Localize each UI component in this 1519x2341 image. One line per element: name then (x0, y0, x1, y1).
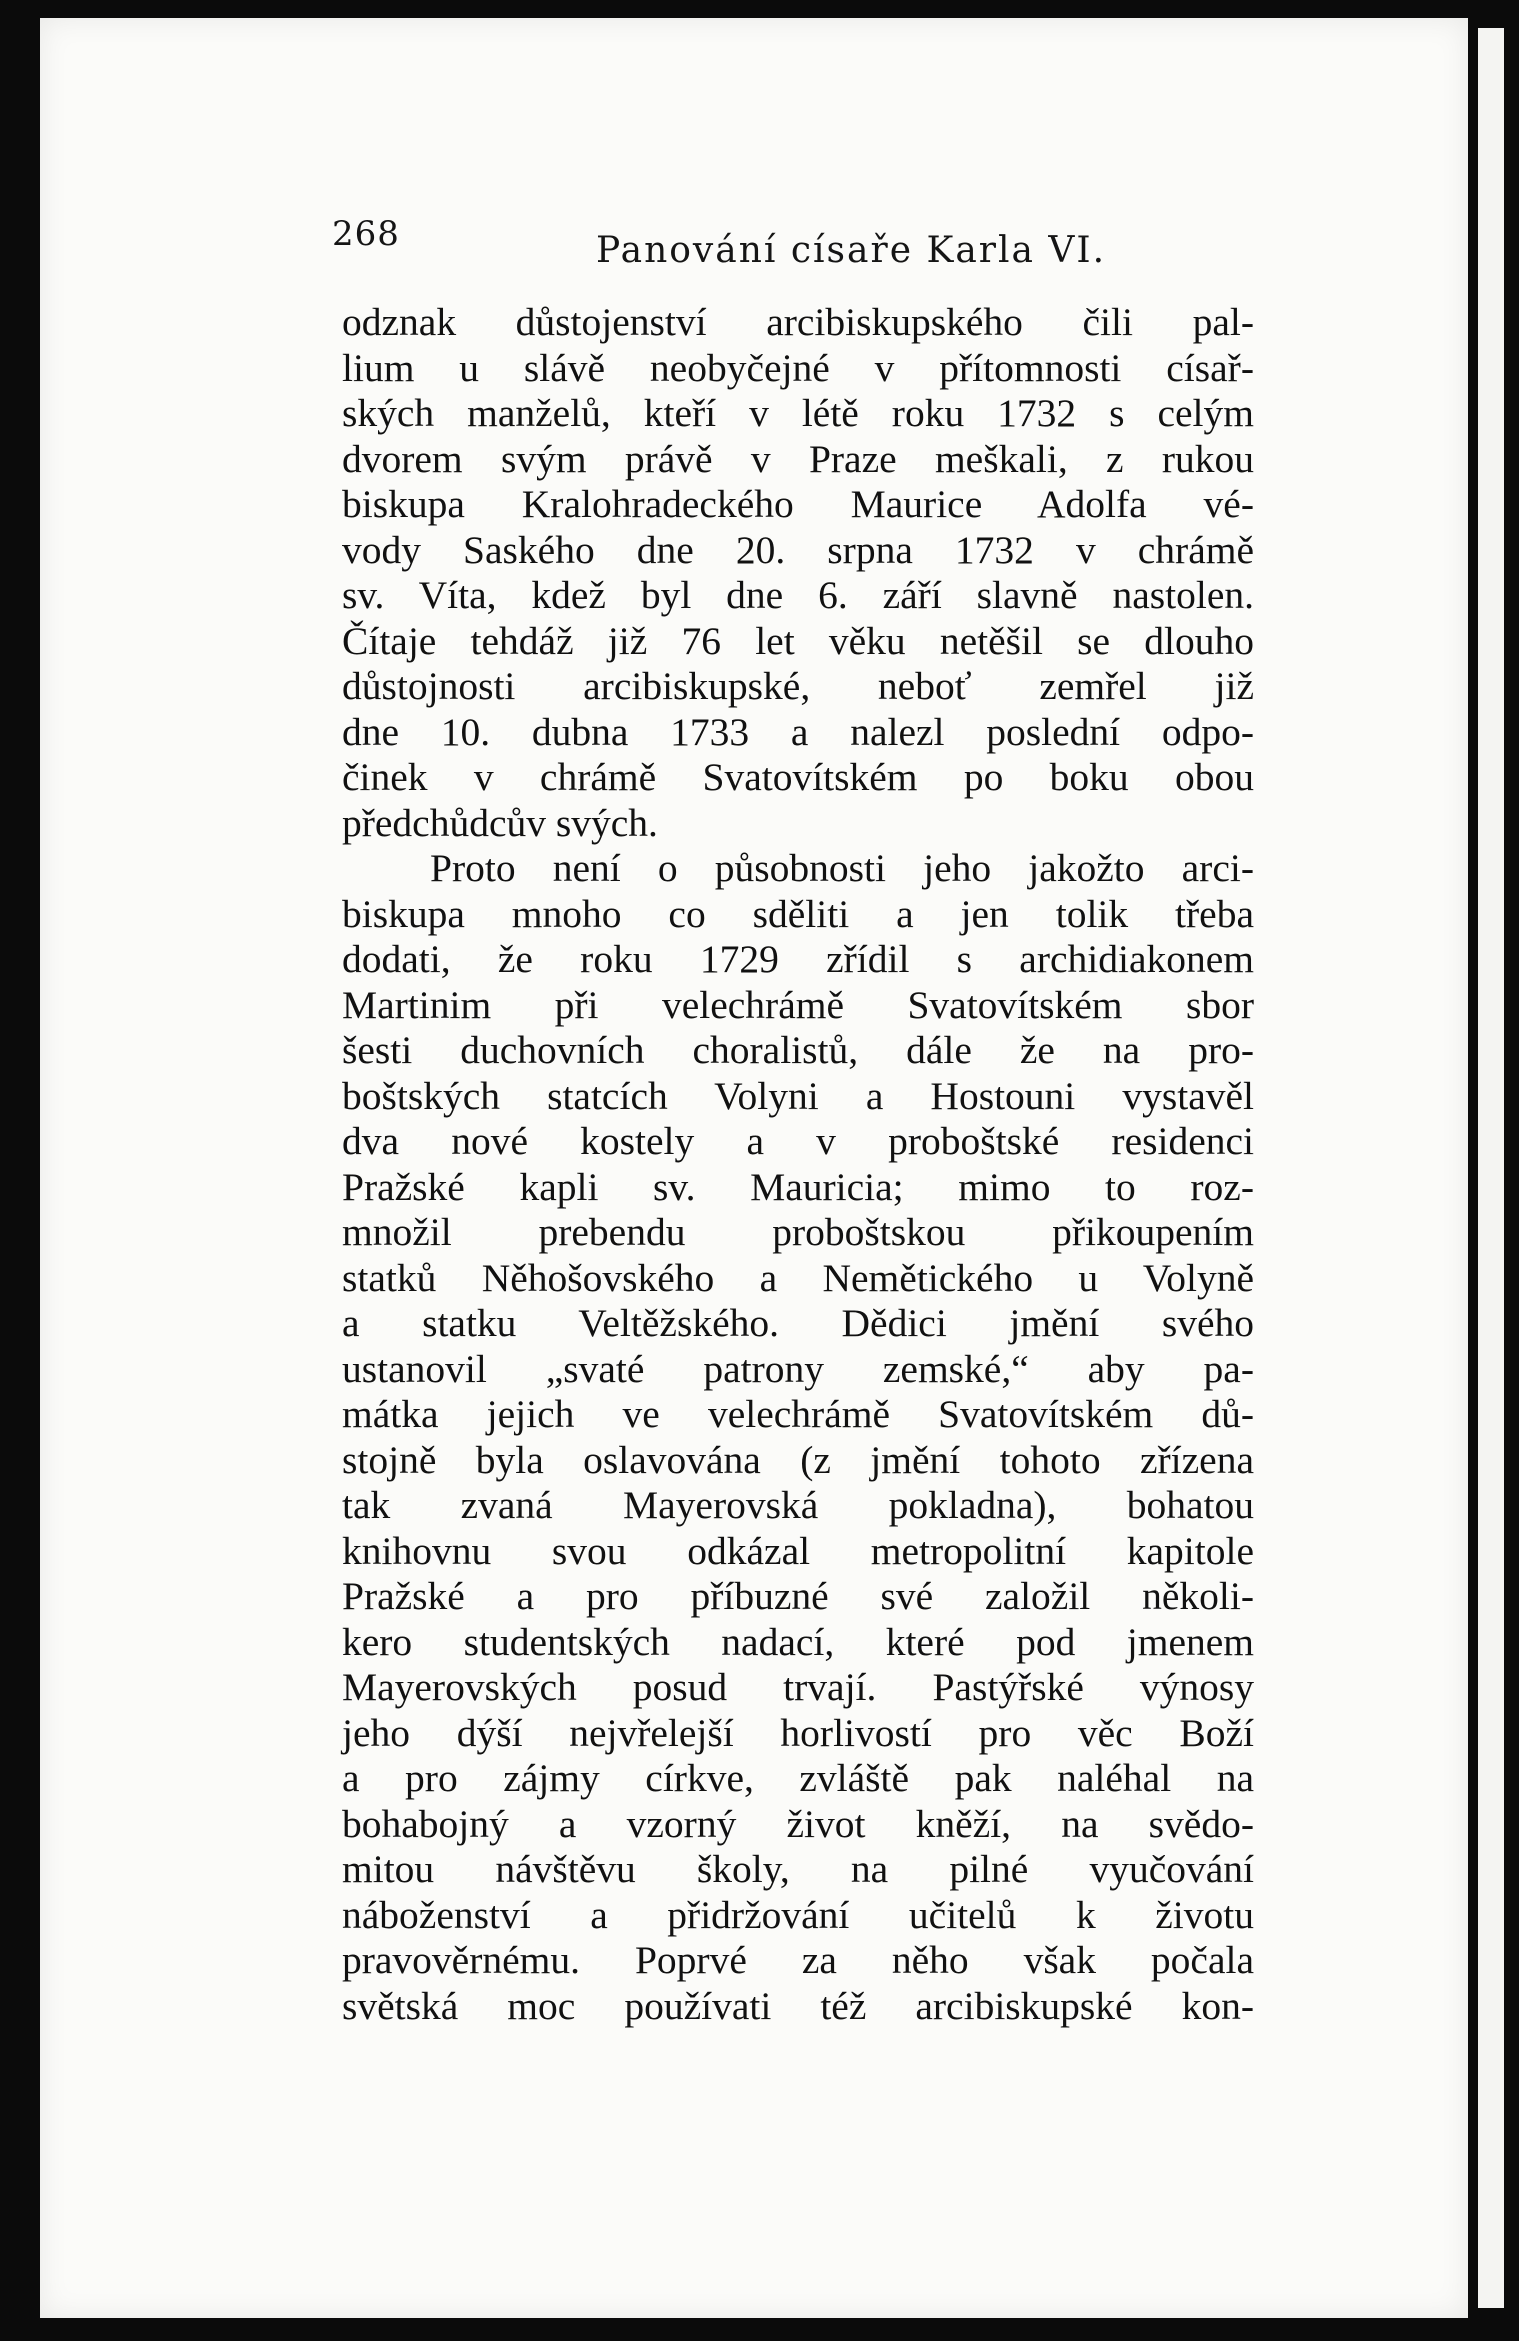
text-line: světská moc používati též arcibiskupské kon- (342, 1983, 1254, 2028)
page-header (300, 210, 1260, 290)
text-line: bohabojný a vzorný život kněží, na svědo- (342, 1801, 1254, 1846)
text-line: biskupa Kralohradeckého Maurice Adolfa vé- (342, 482, 1254, 526)
text-line: tak zvaná Mayerovská pokladna), bohatou (342, 1483, 1254, 1527)
text-line: Mayerovských posud trvají. Pastýřské výnosy (342, 1665, 1254, 1709)
text-line: a statku Veltěžského. Dědici jmění svého (342, 1301, 1254, 1345)
text-line: předchůdcův svých. (342, 800, 658, 845)
text-line: statků Něhošovského a Nemětického u Volyně (342, 1255, 1254, 1300)
text-line: šesti duchovních choralistů, dále že na pro- (342, 1028, 1254, 1072)
text-line: mitou návštěvu školy, na pilné vyučování (342, 1847, 1254, 1891)
text-line: mátka jejich ve velechrámě Svatovítském dů- (342, 1392, 1254, 1436)
text-line: boštských statcích Volyni a Hostouni vystavěl (342, 1073, 1254, 1118)
adjacent-page-edge (1478, 28, 1504, 2308)
text-line: činek v chrámě Svatovítském po boku obou (342, 755, 1254, 799)
text-line: kero studentských nadací, které pod jmenem (342, 1619, 1254, 1664)
text-line: odznak důstojenství arcibiskupského čili pal- (342, 300, 1254, 344)
text-line: stojně byla oslavována (z jmění tohoto zřízena (342, 1437, 1254, 1482)
text-line: dne 10. dubna 1733 a nalezl poslední odpo- (342, 709, 1254, 754)
text-line: ských manželů, kteří v létě roku 1732 s celým (342, 391, 1254, 435)
text-line: lium u slávě neobyčejné v přítomnosti císař- (342, 345, 1254, 390)
text-line: množil prebendu proboštskou přikoupením (342, 1210, 1254, 1254)
text-line: Proto není o působnosti jeho jakožto arci- (430, 846, 1254, 890)
text-line: knihovnu svou odkázal metropolitní kapitole (342, 1528, 1254, 1573)
text-line: Pražské a pro příbuzné své založil několi- (342, 1574, 1254, 1618)
text-line: jeho dýší nejvřelejší horlivostí pro věc Boží (342, 1710, 1254, 1755)
text-line: Pražské kapli sv. Mauricia; mimo to roz- (342, 1164, 1254, 1209)
paragraph-1 (342, 300, 1254, 846)
text-line: dodati, že roku 1729 zřídil s archidiakonem (342, 937, 1254, 981)
text-line: ustanovil „svaté patrony zemské,“ aby pa- (342, 1346, 1254, 1391)
body-text (342, 300, 1254, 2029)
text-line: dvorem svým právě v Praze meškali, z rukou (342, 436, 1254, 481)
text-line: vody Saského dne 20. srpna 1732 v chrámě (342, 527, 1254, 572)
text-line: náboženství a přidržování učitelů k životu (342, 1892, 1254, 1937)
text-line: pravověrnému. Poprvé za něho však počala (342, 1938, 1254, 1982)
text-line: Martinim při velechrámě Svatovítském sbor (342, 982, 1254, 1027)
text-line: biskupa mnoho co sděliti a jen tolik třeba (342, 891, 1254, 936)
text-line: sv. Víta, kdež byl dne 6. září slavně nastolen. (342, 573, 1254, 617)
paragraph-2 (342, 846, 1254, 2029)
text-line: dva nové kostely a v proboštské residenci (342, 1119, 1254, 1163)
text-line: a pro zájmy církve, zvláště pak naléhal na (342, 1756, 1254, 1800)
page-number: 268 (332, 214, 400, 254)
running-title: Panování císaře Karla VI. (596, 230, 1107, 271)
text-line: Čítaje tehdáž již 76 let věku netěšil se dlouho (342, 618, 1254, 663)
text-line: důstojnosti arcibiskupské, neboť zemřel již (342, 664, 1254, 708)
